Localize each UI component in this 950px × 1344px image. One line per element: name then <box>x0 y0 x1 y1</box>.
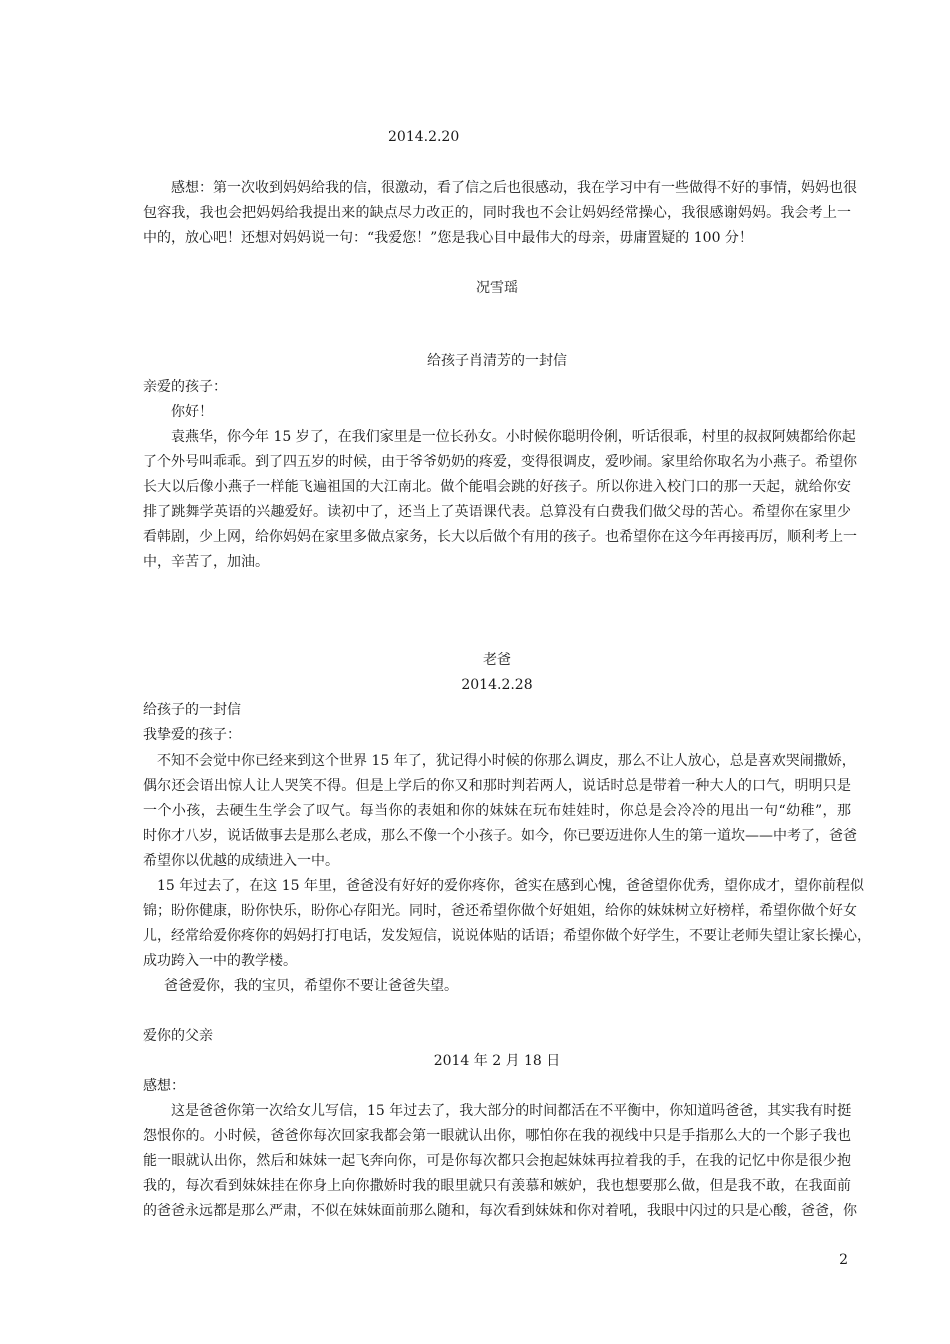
letter-title: 给孩子肖清芳的一封信 <box>427 353 567 369</box>
reflection-line: 包容我，我也会把妈妈给我提出来的缺点尽力改正的，同时我也不会让妈妈经常操心，我很感谢妈妈。我会考上一 <box>143 205 851 221</box>
salutation: 我挚爱的孩子： <box>143 727 241 743</box>
body-line: 偶尔还会语出惊人让人哭笑不得。但是上学后的你又和那时判若两人，说话时总是带着一种大人的口气，明明只是 <box>143 778 851 794</box>
date-line: 2014 年 2 月 18 日 <box>433 1053 561 1069</box>
body-line: 希望你以优越的成绩进入一中。 <box>143 853 339 869</box>
body-line: 一个小孩，去硬生生学会了叹气。每当你的表姐和你的妹妹在玩布娃娃时，你总是会冷冷的甩出一句“幼稚”，那 <box>143 803 851 819</box>
letter-title: 给孩子的一封信 <box>143 702 241 718</box>
body-line: 排了跳舞学英语的兴趣爱好。读初中了，还当上了英语课代表。总算没有白费我们做父母的苦心。希望你在家里少 <box>143 504 851 520</box>
reflection-line: 的爸爸永远都是那么严肃，不似在妹妹面前那么随和，每次看到妹妹和你对着吼，我眼中闪过的只是心酸，爸爸，你 <box>143 1203 857 1219</box>
reflection-line: 这是爸爸你第一次给女儿写信，15 年过去了，我大部分的时间都活在不平衡中，你知道吗爸爸，其实我有时挺 <box>171 1103 852 1119</box>
page-number: 2 <box>839 1252 848 1268</box>
body-line: 中，辛苦了，加油。 <box>143 554 269 570</box>
reflection-line: 感想：第一次收到妈妈给我的信，很激动，看了信之后也很感动，我在学习中有一些做得不好的事情，妈妈也很 <box>171 180 857 196</box>
body-line: 儿，经常给爱你疼你的妈妈打打电话，发发短信，说说体贴的话语；希望你做个好学生，不要让老师失望让家长操心， <box>143 928 871 944</box>
body-line: 长大以后像小燕子一样能飞遍祖国的大江南北。做个能唱会跳的好孩子。所以你进入校门口的那一天起，就给你安 <box>143 479 851 495</box>
body-line: 时你才八岁，说话做事去是那么老成，那么不像一个小孩子。如今，你已要迈进你人生的第一道坎——中考了，爸爸 <box>143 828 857 844</box>
date-line: 2014.2.20 <box>388 129 460 145</box>
salutation: 亲爱的孩子： <box>143 379 227 395</box>
body-line: 爸爸爱你，我的宝贝，希望你不要让爸爸失望。 <box>164 978 458 994</box>
greeting: 你好！ <box>171 404 213 420</box>
reflection-line: 中的，放心吧！还想对妈妈说一句：“我爱您！”您是我心目中最伟大的母亲，毋庸置疑的 100 分！ <box>143 230 753 246</box>
reflection-line: 能一眼就认出你，然后和妹妹一起飞奔向你，可是你每次都只会抱起妹妹再拉着我的手，在我的记忆中你是很少抱 <box>143 1153 851 1169</box>
body-line: 袁燕华，你今年 15 岁了，在我们家里是一位长孙女。小时候你聪明伶俐，听话很乖，村里的叔叔阿姨都给你起 <box>171 429 856 445</box>
reflection-line: 怨恨你的。小时候，爸爸你每次回家我都会第一眼就认出你，哪怕你在我的视线中只是手指那么大的一个影子我也 <box>143 1128 851 1144</box>
body-line: 15 年过去了，在这 15 年里，爸爸没有好好的爱你疼你，爸实在感到心愧，爸爸望你优秀，望你成才，望你前程似 <box>157 878 864 894</box>
reflection-line: 我的，每次看到妹妹挂在你身上向你撒娇时我的眼里就只有羡慕和嫉妒，我也想要那么做，但是我不敢，在我面前 <box>143 1178 851 1194</box>
body-line: 不知不会觉中你已经来到这个世界 15 年了，犹记得小时候的你那么调皮，那么不让人放心，总是喜欢哭闹撒娇， <box>157 753 856 769</box>
closing: 爱你的父亲 <box>143 1028 213 1044</box>
signature: 老爸 <box>483 652 511 668</box>
body-line: 成功跨入一中的教学楼。 <box>143 953 297 969</box>
body-line: 了个外号叫乖乖。到了四五岁的时候，由于爷爷奶奶的疼爱，变得很调皮，爱吵闹。家里给你取名为小燕子。希望你 <box>143 454 857 470</box>
body-line: 锦；盼你健康，盼你快乐，盼你心存阳光。同时，爸还希望你做个好姐姐，给你的妹妹树立好榜样，希望你做个好女 <box>143 903 857 919</box>
signature: 况雪瑶 <box>476 280 518 296</box>
body-line: 看韩剧，少上网，给你妈妈在家里多做点家务，长大以后做个有用的孩子。也希望你在这今年再接再厉，顺利考上一 <box>143 529 857 545</box>
date-line: 2014.2.28 <box>461 677 533 693</box>
reflection-label: 感想： <box>143 1078 185 1094</box>
